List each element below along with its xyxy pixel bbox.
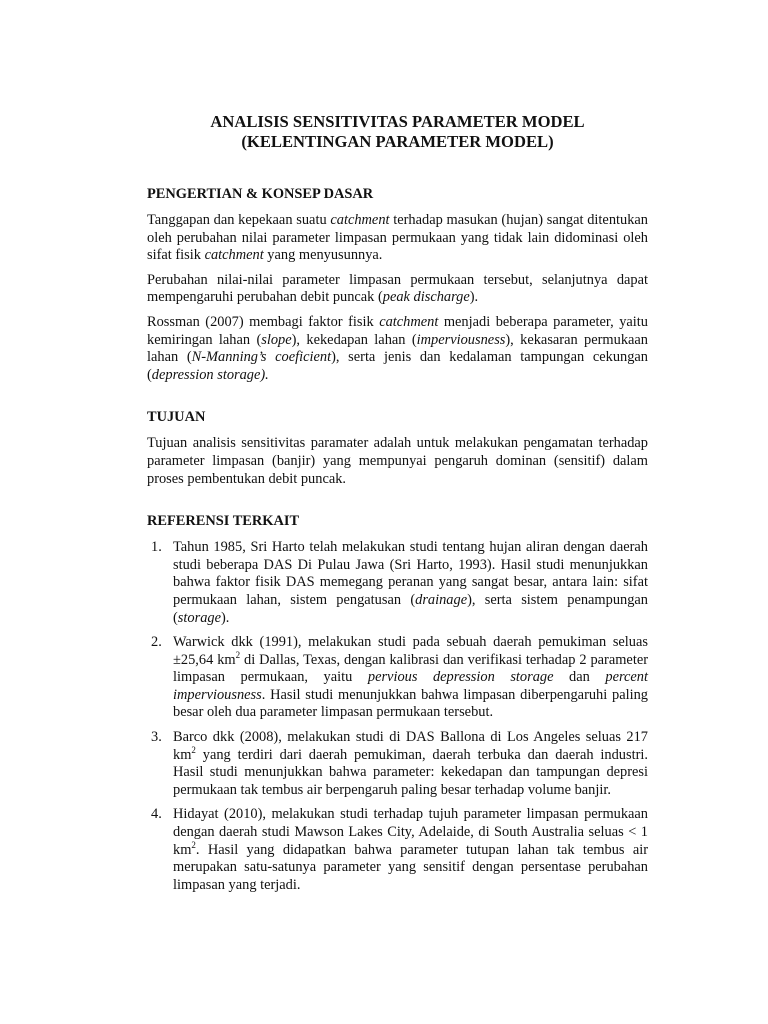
list-number: 3. [151,729,162,746]
italic-term: imperviousness [416,331,506,348]
text-run: terhadap masukan (hujan) sangat ditentukan oleh perubahan nilai parameter limpasan permukaan yang tidak lain didominasi oleh sifat fisik [147,212,648,264]
italic-term: catchment [379,313,439,330]
italic-term: storage [177,609,221,626]
text-run: Perubahan nilai-nilai parameter limpasan permukaan tersebut, selanjutnya dapat mempengaruhi perubahan debit puncak ( [147,271,648,306]
superscript: 2 [235,649,241,660]
section-tujuan [147,408,648,488]
reference-item [147,634,648,722]
document-title [147,112,648,151]
text-run: ). [469,289,479,306]
text-run: yang terdiri dari daerah pemukiman, daerah terbuka dan daerah industri. Hasil studi menunjukkan bahwa parameter: kekedapan dan tampungan depresi permukaan tak tembus air berpengaruh paling besar terhadap volume banjir. [173,746,648,798]
italic-term: pervious depression storage [367,669,554,686]
text-run: ). [220,609,230,626]
paragraph-pengertian-2 [147,272,648,307]
text-run: Hidayat (2010), melakukan studi terhadap tujuh parameter limpasan permukaan dengan daerah studi Mawson Lakes City, Adelaide, di South Australia seluas < 1 km [173,806,648,858]
text-run: yang menyusunnya. [263,247,383,264]
list-number: 4. [151,806,162,823]
paragraph-pengertian-3 [147,314,648,384]
superscript: 2 [191,744,196,755]
section-heading-pengertian: PENGERTIAN & KONSEP DASAR [147,186,374,202]
paragraph-tujuan: Tujuan analisis sensitivitas paramater adalah untuk melakukan pengamatan terhadap parameter limpasan (banjir) yang mempunyai pengaruh dominan (sensitif) dalam proses pembentukan debit puncak. [147,435,648,487]
section-heading-tujuan: TUJUAN [147,409,206,426]
text-run: ), serta jenis dan kedalaman tampungan cekungan ( [147,349,648,383]
reference-item [147,729,648,799]
text-run: ), kekasaran permukaan lahan ( [147,331,648,366]
title-line-1: ANALISIS SENSITIVITAS PARAMETER MODEL [210,112,585,131]
text-run: Rossman (2007) membagi faktor fisik [147,313,380,330]
text-run: Barco dkk (2008), melakukan studi di DAS Ballona di Los Angeles seluas 217 km [173,729,648,763]
text-run: Warwick dkk (1991), melakukan studi pada sebuah daerah pemukiman seluas ±25,64 km [173,634,648,668]
italic-term: drainage [415,591,468,608]
title-line-2: (KELENTINGAN PARAMETER MODEL) [241,131,554,151]
section-referensi [147,512,648,894]
text-run: Tahun 1985, Sri Harto telah melakukan studi tentang hujan aliran dengan daerah studi beberapa DAS Di Pulau Jawa (Sri Harto, 1993). Hasil studi menunjukkan bahwa faktor fisik DAS memegang peranan yang sangat besar, antara lain: sifat permukaan lahan, sistem pengatusan ( [173,539,648,608]
text-run: di Dallas, Texas, dengan kalibrasi dan verifikasi terhadap 2 parameter limpasan permukaan, yaitu [173,651,648,686]
italic-term: slope [261,331,292,348]
text-run: ), serta sistem penampungan ( [173,591,648,626]
text-run: dan [553,669,606,686]
superscript: 2 [191,839,196,850]
italic-term: peak discharge [382,289,470,306]
reference-list [147,539,648,894]
text-run: Tanggapan dan kepekaan suatu [147,212,331,228]
text-run: ), kekedapan lahan ( [291,331,417,348]
list-number: 1. [151,539,162,556]
reference-item [147,806,648,894]
italic-term: percent imperviousness [173,669,648,703]
italic-term: N-Manning’s coeficient [191,349,332,366]
section-pengertian [147,185,648,384]
italic-term: catchment [204,247,264,264]
text-run: . Hasil yang didapatkan bahwa parameter tutupan lahan tak tembus air merupakan satu-satunya parameter yang sensitif dengan persentase perubahan limpasan yang terjadi. [173,841,648,893]
paragraph-pengertian-1 [147,212,648,265]
list-number: 2. [151,634,162,651]
text-run: . Hasil studi menunjukkan bahwa limpasan diberpengaruhi paling besar oleh dua parameter limpasan permukaan tersebut. [173,686,648,721]
section-heading-referensi: REFERENSI TERKAIT [147,513,300,530]
italic-term: catchment [330,212,390,228]
reference-item [147,539,648,627]
text-run: menjadi beberapa parameter, yaitu kemiringan lahan ( [147,313,648,348]
italic-term: depression storage). [151,366,269,383]
